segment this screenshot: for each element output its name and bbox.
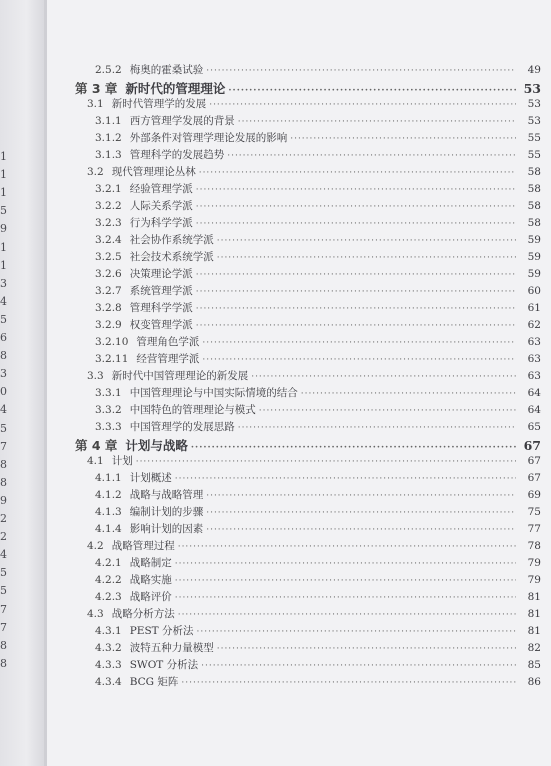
toc-leader-dots: [178, 610, 516, 620]
toc-leader-dots: [196, 219, 516, 229]
toc-section-entry: [47, 96, 551, 114]
toc-title: 战略管理过程: [111, 540, 175, 552]
toc-page-number: 63: [527, 370, 541, 382]
toc-title: 计划概述: [129, 472, 172, 484]
gutter-digit: 1: [0, 168, 7, 182]
toc-leader-dots: [227, 151, 516, 161]
toc-subsection-entry: [47, 300, 551, 318]
toc-subsection-entry: [47, 351, 551, 369]
toc-title: 管理科学学派: [129, 302, 193, 314]
toc-leader-dots: [301, 389, 516, 399]
toc-title: 行为科学学派: [129, 217, 193, 229]
gutter-digit: 8: [0, 638, 7, 652]
gutter-digit: 5: [0, 204, 7, 218]
toc-title: 新时代管理学的发展: [111, 98, 207, 110]
toc-number: 4.2.3: [95, 591, 122, 603]
toc-number: 3.2.8: [95, 302, 122, 314]
toc-page-number: 81: [527, 591, 541, 603]
toc-leader-dots: [217, 253, 516, 263]
toc-leader-dots: [196, 185, 516, 195]
toc-page-number: 85: [527, 659, 541, 671]
toc-number: 4.3.1: [95, 625, 122, 637]
toc-number: 3.1: [87, 98, 104, 110]
toc-subsection-entry: [47, 317, 551, 335]
toc-title: 中国管理学的发展思路: [129, 421, 235, 433]
toc-page-number: 58: [527, 166, 541, 178]
toc-number: 4.1.4: [95, 523, 122, 535]
toc-leader-dots: [206, 508, 516, 518]
toc-title: 社会技术系统学派: [129, 251, 214, 263]
toc-title: 经验管理学派: [129, 183, 193, 195]
toc-title: 战略评价: [129, 591, 172, 603]
gutter-digit: 8: [0, 457, 7, 471]
toc-page-number: 59: [527, 234, 541, 246]
toc-leader-dots: [206, 525, 516, 535]
toc-number: 4.2: [87, 540, 104, 552]
toc-title: 战略分析方法: [111, 608, 175, 620]
toc-title: 梅奥的霍桑试验: [129, 64, 204, 76]
toc-number: 3.2.2: [95, 200, 122, 212]
toc-leader-dots: [196, 304, 516, 314]
toc-page-number: 60: [527, 285, 541, 297]
toc-number: 3.2.4: [95, 234, 122, 246]
gutter-digit: 7: [0, 439, 7, 453]
toc-page-number: 58: [527, 183, 541, 195]
toc-page-number: 53: [527, 115, 541, 127]
toc-title: 战略实施: [129, 574, 172, 586]
toc-number: 3.2.10: [95, 336, 129, 348]
toc-leader-dots: [175, 559, 516, 569]
toc-subsection-entry: [47, 181, 551, 199]
toc-page-number: 62: [527, 319, 541, 331]
toc-number: 3.3: [87, 370, 104, 382]
toc-page-number: 59: [527, 251, 541, 263]
toc-page-number: 53: [527, 98, 541, 110]
toc-number: 3.1.1: [95, 115, 122, 127]
toc-number: 4.3: [87, 608, 104, 620]
toc-number: 3.2.9: [95, 319, 122, 331]
toc-page-number: 59: [527, 268, 541, 280]
toc-number: 4.1: [87, 455, 104, 467]
toc-section-entry: [47, 453, 551, 471]
toc-number: 4.1.2: [95, 489, 122, 501]
toc-number: 4.1.3: [95, 506, 122, 518]
toc-subsection-entry: [47, 487, 551, 505]
toc-number: 3.2.5: [95, 251, 122, 263]
toc-leader-dots: [196, 270, 516, 280]
gutter-digit: 5: [0, 312, 7, 326]
toc-page-number: 67: [527, 455, 541, 467]
toc-leader-dots: [199, 168, 516, 178]
toc-subsection-entry: [47, 113, 551, 131]
toc-page-number: 63: [527, 353, 541, 365]
toc-title: 战略与战略管理: [129, 489, 204, 501]
toc-subsection-entry: [47, 385, 551, 403]
toc-number: 4.2.1: [95, 557, 122, 569]
toc-number: 4.3.2: [95, 642, 122, 654]
toc-number: 第 4 章: [75, 438, 118, 453]
toc-title: BCG 矩阵: [129, 676, 179, 688]
toc-title: 编制计划的步骤: [129, 506, 204, 518]
toc-subsection-entry: [47, 283, 551, 301]
toc-page-number: 63: [527, 336, 541, 348]
toc-title: 人际关系学派: [129, 200, 193, 212]
toc-leader-dots: [290, 134, 516, 144]
toc-page-number: 75: [527, 506, 541, 518]
gutter-digit: 1: [0, 186, 7, 200]
gutter-digit: 3: [0, 367, 7, 381]
toc-subsection-entry: [47, 623, 551, 641]
toc-subsection-entry: [47, 215, 551, 233]
gutter-digit: 7: [0, 602, 7, 616]
toc-title: 外部条件对管理学理论发展的影响: [129, 132, 288, 144]
toc-number: 3.2.11: [95, 353, 129, 365]
toc-number: 3.3.1: [95, 387, 122, 399]
gutter-digit: 8: [0, 656, 7, 670]
toc-page-number: 67: [523, 438, 541, 453]
toc-page-number: 61: [527, 302, 541, 314]
toc-title: 决策理论学派: [129, 268, 193, 280]
toc-title: 社会协作系统学派: [129, 234, 214, 246]
toc-leader-dots: [175, 474, 516, 484]
toc-number: 3.1.2: [95, 132, 122, 144]
toc-page-number: 79: [527, 574, 541, 586]
gutter-digit: 4: [0, 548, 7, 562]
toc-leader-dots: [175, 593, 516, 603]
toc-section-entry: [47, 368, 551, 386]
toc-leader-dots: [196, 202, 516, 212]
toc-number: 3.3.2: [95, 404, 122, 416]
toc-page-number: 58: [527, 200, 541, 212]
toc-title: 中国特色的管理理论与模式: [129, 404, 256, 416]
toc-page-number: 77: [527, 523, 541, 535]
toc-title: 计划与战略: [125, 438, 188, 453]
toc-subsection-entry: [47, 232, 551, 250]
toc-subsection-entry: [47, 589, 551, 607]
toc-title: 影响计划的因素: [129, 523, 204, 535]
toc-leader-dots: [228, 86, 516, 96]
toc-leader-dots: [202, 355, 516, 365]
toc-title: 现代管理理论丛林: [111, 166, 196, 178]
toc-leader-dots: [175, 576, 516, 586]
toc-subsection-entry: [47, 640, 551, 658]
toc-leader-dots: [196, 321, 516, 331]
toc-number: 3.2.1: [95, 183, 122, 195]
toc-leader-dots: [191, 443, 516, 453]
gutter-digit: 2: [0, 512, 7, 525]
toc-leader-dots: [201, 661, 516, 671]
toc-page-number: 65: [527, 421, 541, 433]
toc-subsection-entry: [47, 572, 551, 590]
toc-leader-dots: [206, 66, 516, 76]
toc-subsection-entry: [47, 198, 551, 216]
toc-subsection-entry: [47, 555, 551, 573]
gutter-digit: 1: [0, 240, 7, 254]
toc-subsection-entry: [47, 674, 551, 692]
toc-subsection-entry: [47, 470, 551, 488]
toc-leader-dots: [238, 117, 516, 127]
toc-page-number: 81: [527, 625, 541, 637]
gutter-digit: 7: [0, 620, 7, 634]
toc-leader-dots: [196, 627, 516, 637]
toc-page-number: 64: [527, 387, 541, 399]
toc-title: SWOT 分析法: [129, 659, 199, 671]
gutter-digit: 3: [0, 276, 7, 290]
toc-number: 4.2.2: [95, 574, 122, 586]
gutter-digit: 4: [0, 403, 7, 417]
toc-page-number: 58: [527, 217, 541, 229]
gutter-digit: 1: [0, 150, 7, 163]
gutter-digit: 5: [0, 566, 7, 580]
toc-number: 3.2.3: [95, 217, 122, 229]
toc-number: 4.3.4: [95, 676, 122, 688]
toc-title: 波特五种力量模型: [129, 642, 214, 654]
toc-title: 战略制定: [129, 557, 172, 569]
toc-subsection-entry: [47, 419, 551, 437]
toc-subsection-entry: [47, 521, 551, 539]
toc-subsection-entry: [47, 147, 551, 165]
gutter-digit: 4: [0, 294, 7, 308]
toc-number: 3.1.3: [95, 149, 122, 161]
toc-page-number: 81: [527, 608, 541, 620]
previous-page-edge: [0, 0, 44, 766]
toc-leader-dots: [238, 423, 516, 433]
toc-leader-dots: [202, 338, 516, 348]
toc-subsection-entry: [47, 657, 551, 675]
toc-chapter-entry: [47, 79, 551, 97]
toc-page-number: 79: [527, 557, 541, 569]
toc-page-number: 53: [523, 81, 541, 96]
toc-subsection-entry: [47, 62, 551, 80]
toc-page-number: 67: [527, 472, 541, 484]
toc-page-number: 82: [527, 642, 541, 654]
toc-page-number: 55: [527, 149, 541, 161]
toc-number: 4.3.3: [95, 659, 122, 671]
toc-title: 管理科学的发展趋势: [129, 149, 225, 161]
toc-leader-dots: [181, 678, 516, 688]
toc-page: [47, 0, 551, 766]
toc-leader-dots: [136, 457, 516, 467]
gutter-digit: 5: [0, 584, 7, 598]
toc-number: 第 3 章: [75, 81, 118, 96]
toc-section-entry: [47, 538, 551, 556]
toc-page-number: 64: [527, 404, 541, 416]
toc-title: 系统管理学派: [129, 285, 193, 297]
toc-title: 新时代中国管理理论的新发展: [111, 370, 249, 382]
toc-title: 中国管理理论与中国实际情境的结合: [129, 387, 298, 399]
toc-title: PEST 分析法: [129, 625, 194, 637]
gutter-digit: 8: [0, 475, 7, 489]
toc-number: 3.2.6: [95, 268, 122, 280]
toc-subsection-entry: [47, 504, 551, 522]
toc-leader-dots: [196, 287, 516, 297]
toc-leader-dots: [217, 236, 516, 246]
toc-subsection-entry: [47, 130, 551, 148]
toc-title: 权变管理学派: [129, 319, 193, 331]
gutter-digit: 9: [0, 493, 7, 507]
gutter-digit: 1: [0, 258, 7, 272]
toc-page-number: 69: [527, 489, 541, 501]
previous-page-page-numbers: [0, 0, 14, 766]
toc-title: 经营管理学派: [136, 353, 200, 365]
gutter-digit: 8: [0, 349, 7, 363]
toc-leader-dots: [217, 644, 516, 654]
toc-leader-dots: [251, 372, 516, 382]
toc-title: 管理角色学派: [136, 336, 200, 348]
toc-page-number: 86: [527, 676, 541, 688]
toc-page-number: 55: [527, 132, 541, 144]
toc-leader-dots: [259, 406, 516, 416]
toc-title: 计划: [111, 455, 133, 467]
gutter-digit: 0: [0, 385, 7, 399]
toc-subsection-entry: [47, 402, 551, 420]
toc-leader-dots: [206, 491, 516, 501]
toc-number: 4.1.1: [95, 472, 122, 484]
toc-title: 新时代的管理理论: [125, 81, 226, 96]
toc-subsection-entry: [47, 266, 551, 284]
toc-subsection-entry: [47, 249, 551, 267]
toc-page-number: 78: [527, 540, 541, 552]
toc-chapter-entry: [47, 436, 551, 454]
toc-leader-dots: [209, 100, 516, 110]
toc-page-number: 49: [527, 64, 541, 76]
gutter-digit: 2: [0, 530, 7, 544]
toc-title: 西方管理学发展的背景: [129, 115, 235, 127]
toc-number: 2.5.2: [95, 64, 122, 76]
gutter-digit: 9: [0, 222, 7, 236]
toc-section-entry: [47, 606, 551, 624]
toc-number: 3.3.3: [95, 421, 122, 433]
toc-number: 3.2.7: [95, 285, 122, 297]
gutter-digit: 5: [0, 421, 7, 435]
toc-subsection-entry: [47, 334, 551, 352]
toc-section-entry: [47, 164, 551, 182]
gutter-digit: 6: [0, 331, 7, 344]
toc-number: 3.2: [87, 166, 104, 178]
toc-leader-dots: [178, 542, 516, 552]
